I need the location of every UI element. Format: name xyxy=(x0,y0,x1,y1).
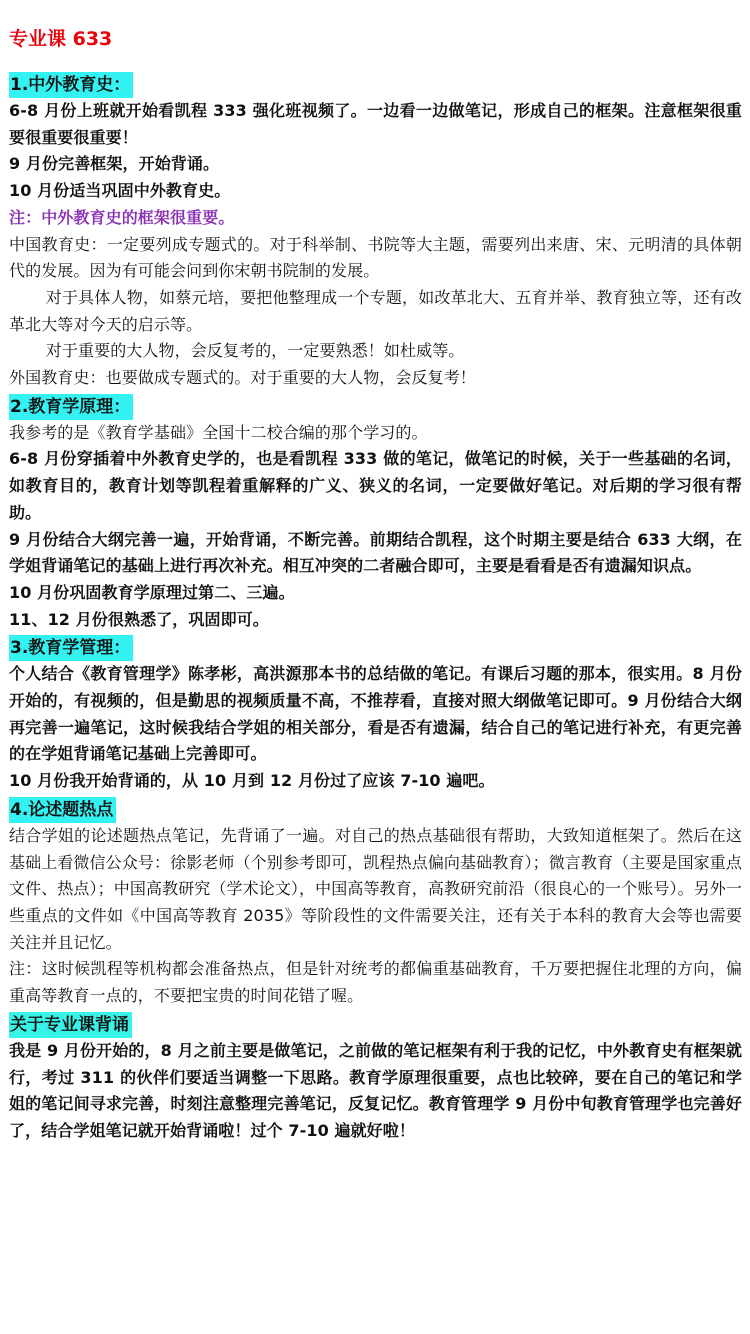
paragraph: 9 月份结合大纲完善一遍，开始背诵，不断完善。前期结合凯程，这个时期主要是结合 633 大纲，在学姐背诵笔记的基础上进行再次补充。相互冲突的二者融合即可，主要是看看是否有遗漏知识点。 xyxy=(9,529,742,576)
section-heading: 3.教育学管理： xyxy=(9,635,133,661)
section-heading: 4.论述题热点 xyxy=(9,797,116,823)
section-essay-hotspots xyxy=(9,797,742,1010)
section-education-management xyxy=(9,635,742,795)
paragraph: 6-8 月份上班就开始看凯程 333 强化班视频了。一边看一边做笔记，形成自己的框架。注意框架很重要很重要很重要！ xyxy=(9,101,742,147)
paragraph: 中国教育史：一定要列成专题式的。对于科举制、书院等大主题，需要列出来唐、宋、元明清的具体朝代的发展。因为有可能会问到你宋朝书院制的发展。 xyxy=(9,234,742,281)
paragraph: 10 月份我开始背诵的，从 10 月到 12 月份过了应该 7-10 遍吧。 xyxy=(9,771,495,791)
page-title: 专业课 633 xyxy=(9,28,113,50)
paragraph: 我参考的是《教育学基础》全国十二校合编的那个学习的。 xyxy=(9,422,428,442)
paragraph: 注：这时候凯程等机构都会准备热点，但是针对统考的都偏重基础教育，千万要把握住北理的方向，偏重高等教育一点的，不要把宝贵的时间花错了喔。 xyxy=(9,959,742,1006)
section-heading: 1.中外教育史： xyxy=(9,72,133,98)
paragraph: 9 月份完善框架，开始背诵。 xyxy=(9,154,220,174)
section-heading: 2.教育学原理： xyxy=(9,394,133,420)
paragraph: 结合学姐的论述题热点笔记，先背诵了一遍。对自己的热点基础很有帮助，大致知道框架了。然后在这基础上看微信公众号：徐影老师（个别参考即可，凯程热点偏向基础教育）；微言教育（主要是国家重点文件、热点）；中国高教研究（学术论文），中国高等教育，高教研究前沿（很良心的一个账号）。另外一些重点的文件如《中国高等教育 2035》等阶段性的文件需要关注，还有关于本科的教育大会等也需要关注并且记忆。 xyxy=(9,825,742,952)
section-history-of-education xyxy=(9,72,742,392)
paragraph: 10 月份适当巩固中外教育史。 xyxy=(9,181,231,201)
note-text: 注：中外教育史的框架很重要。 xyxy=(9,207,235,227)
section-memorization xyxy=(9,1012,742,1145)
section-heading: 关于专业课背诵 xyxy=(9,1012,132,1038)
paragraph: 对于具体人物，如蔡元培，要把他整理成一个专题，如改革北大、五育并举、教育独立等，还有改革北大等对今天的启示等。 xyxy=(9,287,742,334)
paragraph: 10 月份巩固教育学原理过第二、三遍。 xyxy=(9,582,295,602)
paragraph: 6-8 月份穿插着中外教育史学的，也是看凯程 333 做的笔记，做笔记的时候，关于一些基础的名词，如教育目的，教育计划等凯程着重解释的广义、狭义的名词，一定要做好笔记。对后期的学习很有帮助。 xyxy=(9,449,742,522)
paragraph: 11、12 月份很熟悉了，巩固即可。 xyxy=(9,609,269,629)
paragraph: 个人结合《教育管理学》陈孝彬，高洪源那本书的总结做的笔记。有课后习题的那本，很实用。8 月份开始的，有视频的，但是勤思的视频质量不高，不推荐看，直接对照大纲做笔记即可。9 月份结合大纲再完善一遍笔记，这时候我结合学姐的相关部分，看是否有遗漏，结合自己的笔记进行补充，有更完善的在学姐背诵笔记基础上完善即可。 xyxy=(9,664,742,764)
section-pedagogy-principles xyxy=(9,394,742,634)
paragraph: 对于重要的大人物，会反复考的，一定要熟悉！如杜威等。 xyxy=(45,341,465,361)
paragraph: 外国教育史：也要做成专题式的。对于重要的大人物，会反复考！ xyxy=(9,368,476,388)
paragraph: 我是 9 月份开始的，8 月之前主要是做笔记，之前做的笔记框架有利于我的记忆，中外教育史有框架就行，考过 311 的伙伴们要适当调整一下思路。教育学原理很重要，点也比较碎，要在自己的笔记和学姐的笔记间寻求完善，时刻注意整理完善笔记，反复记忆。教育管理学 9 月份中旬教育管理学也完善好了，结合学姐笔记就开始背诵啦！过个 7-10 遍就好啦！ xyxy=(9,1040,742,1140)
